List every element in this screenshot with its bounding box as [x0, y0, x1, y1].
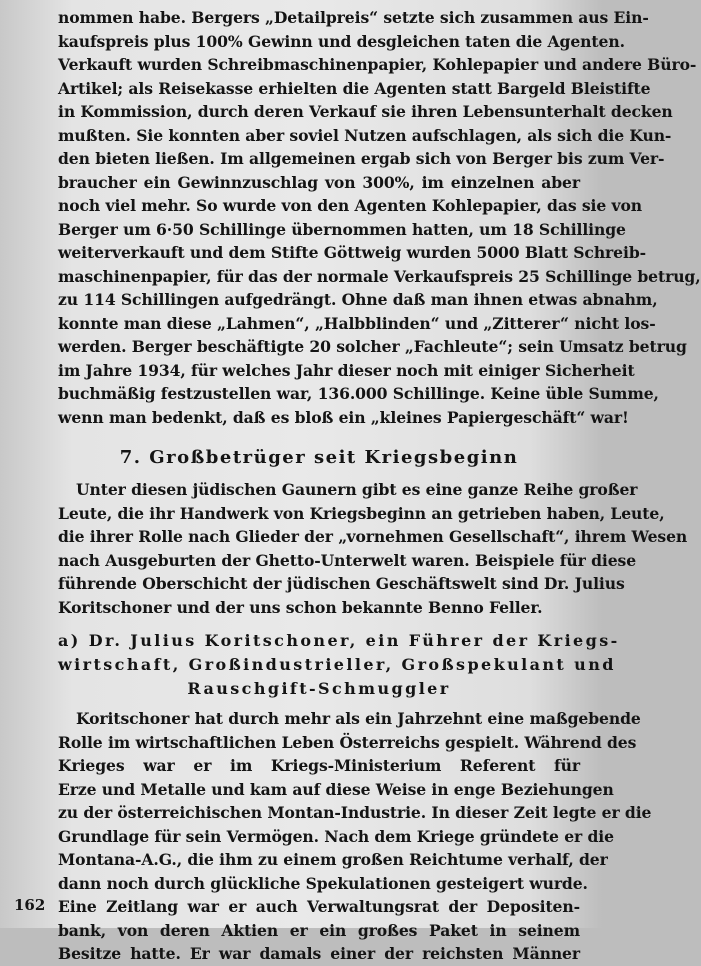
text-line: Artikel; als Reisekasse erhielten die Agenten statt Bargeld Bleistifte — [58, 78, 651, 98]
subsection-heading-line: Rauschgift-Schmuggler — [187, 679, 451, 698]
subsection-heading-line: a) Dr. Julius Koritschoner, ein Führer der Kriegs- — [58, 631, 620, 650]
text-line: buchmäßig festzustellen war, 136.000 Schillinge. Keine üble Summe, — [58, 384, 659, 403]
text-line: bank, von deren Aktien er ein großes Paket in seinem — [58, 920, 580, 940]
page-number: 162 — [14, 896, 46, 914]
intro-paragraph — [58, 6, 701, 429]
text-line: nommen habe. Bergers „Detailpreis“ setzte sich zusammen aus Ein- — [58, 8, 649, 27]
text-line: Krieges war er im Kriegs-Ministerium Referent für — [58, 756, 580, 775]
text-line: Unter diesen jüdischen Gaunern gibt es eine ganze Reihe großer — [76, 480, 638, 499]
text-line: wenn man bedenkt, daß es bloß ein „kleines Papiergeschäft“ war! — [58, 407, 629, 427]
text-line: mußten. Sie konnten aber soviel Nutzen aufschlagen, als sich die Kun- — [58, 125, 672, 145]
subsection-heading-line: wirtschaft, Großindustrieller, Großspekulant und — [58, 655, 616, 674]
text-line: in Kommission, durch deren Verkauf sie ihren Lebensunterhalt decken — [58, 102, 673, 121]
text-line: Koritschoner hat durch mehr als ein Jahrzehnt eine maßgebende — [76, 709, 641, 728]
text-line: zu 114 Schillingen aufgedrängt. Ohne daß man ihnen etwas abnahm, — [58, 290, 658, 309]
text-line: Koritschoner und der uns schon bekannte Benno Feller. — [58, 597, 543, 617]
text-line: nach Ausgeburten der Ghetto-Unterwelt waren. Beispiele für diese — [58, 550, 637, 570]
text-line: konnte man diese „Lahmen“, „Halbblinden“ und „Zitterer“ nicht los- — [58, 313, 656, 333]
text-line: noch viel mehr. So wurde von den Agenten Kohlepapier, das sie von — [58, 196, 643, 215]
text-line: Montana-A.G., die ihm zu einem großen Reichtume verhalf, der — [58, 850, 608, 869]
text-line: Eine Zeitlang war er auch Verwaltungsrat der Depositen- — [58, 897, 580, 916]
text-line: Besitze hatte. Er war damals einer der reichsten Männer — [58, 944, 580, 963]
text-line: Erze und Metalle und kam auf diese Weise in enge Beziehungen — [58, 779, 614, 799]
text-line: dann noch durch glückliche Spekulationen gesteigert wurde. — [58, 873, 588, 893]
text-line: führende Oberschicht der jüdischen Geschäftswelt sind Dr. Julius — [58, 574, 625, 593]
text-line: den bieten ließen. Im allgemeinen ergab sich von Berger bis zum Ver- — [58, 149, 665, 168]
text-line: kaufspreis plus 100% Gewinn und desgleichen taten die Agenten. — [58, 31, 625, 51]
text-line: zu der österreichischen Montan-Industrie. In dieser Zeit legte er die — [58, 803, 652, 822]
text-line: braucher ein Gewinnzuschlag von 300%, im einzelnen aber — [58, 172, 580, 192]
text-line: Verkauft wurden Schreibmaschinenpapier, Kohlepapier und andere Büro- — [58, 55, 697, 74]
text-line: Grundlage für sein Vermögen. Nach dem Kriege gründete er die — [58, 826, 614, 846]
section-heading: 7. Großbetrüger seit Kriegsbeginn — [119, 447, 519, 468]
text-line: Leute, die ihr Handwerk von Kriegsbeginn an getrieben haben, Leute, — [58, 503, 665, 523]
subsection-heading — [58, 629, 620, 701]
text-line: im Jahre 1934, für welches Jahr dieser noch mit einiger Sicherheit — [58, 360, 635, 380]
text-line: maschinenpapier, für das der normale Verkaufspreis 25 Schillinge betrug, — [58, 266, 701, 286]
text-line: werden. Berger beschäftigte 20 solcher „Fachleute“; sein Umsatz betrug — [58, 337, 687, 356]
text-line: Berger um 6·50 Schillinge übernommen hatten, um 18 Schillinge — [58, 219, 626, 239]
final-paragraph — [58, 707, 652, 966]
text-line: Rolle im wirtschaftlichen Leben Österreichs gespielt. Während des — [58, 732, 637, 752]
text-line: die ihrer Rolle nach Glieder der „vornehmen Gesellschaft“, ihrem Wesen — [58, 527, 688, 546]
section-paragraph — [58, 478, 688, 619]
text-line: weiterverkauft und dem Stifte Göttweig wurden 5000 Blatt Schreib- — [58, 243, 646, 262]
